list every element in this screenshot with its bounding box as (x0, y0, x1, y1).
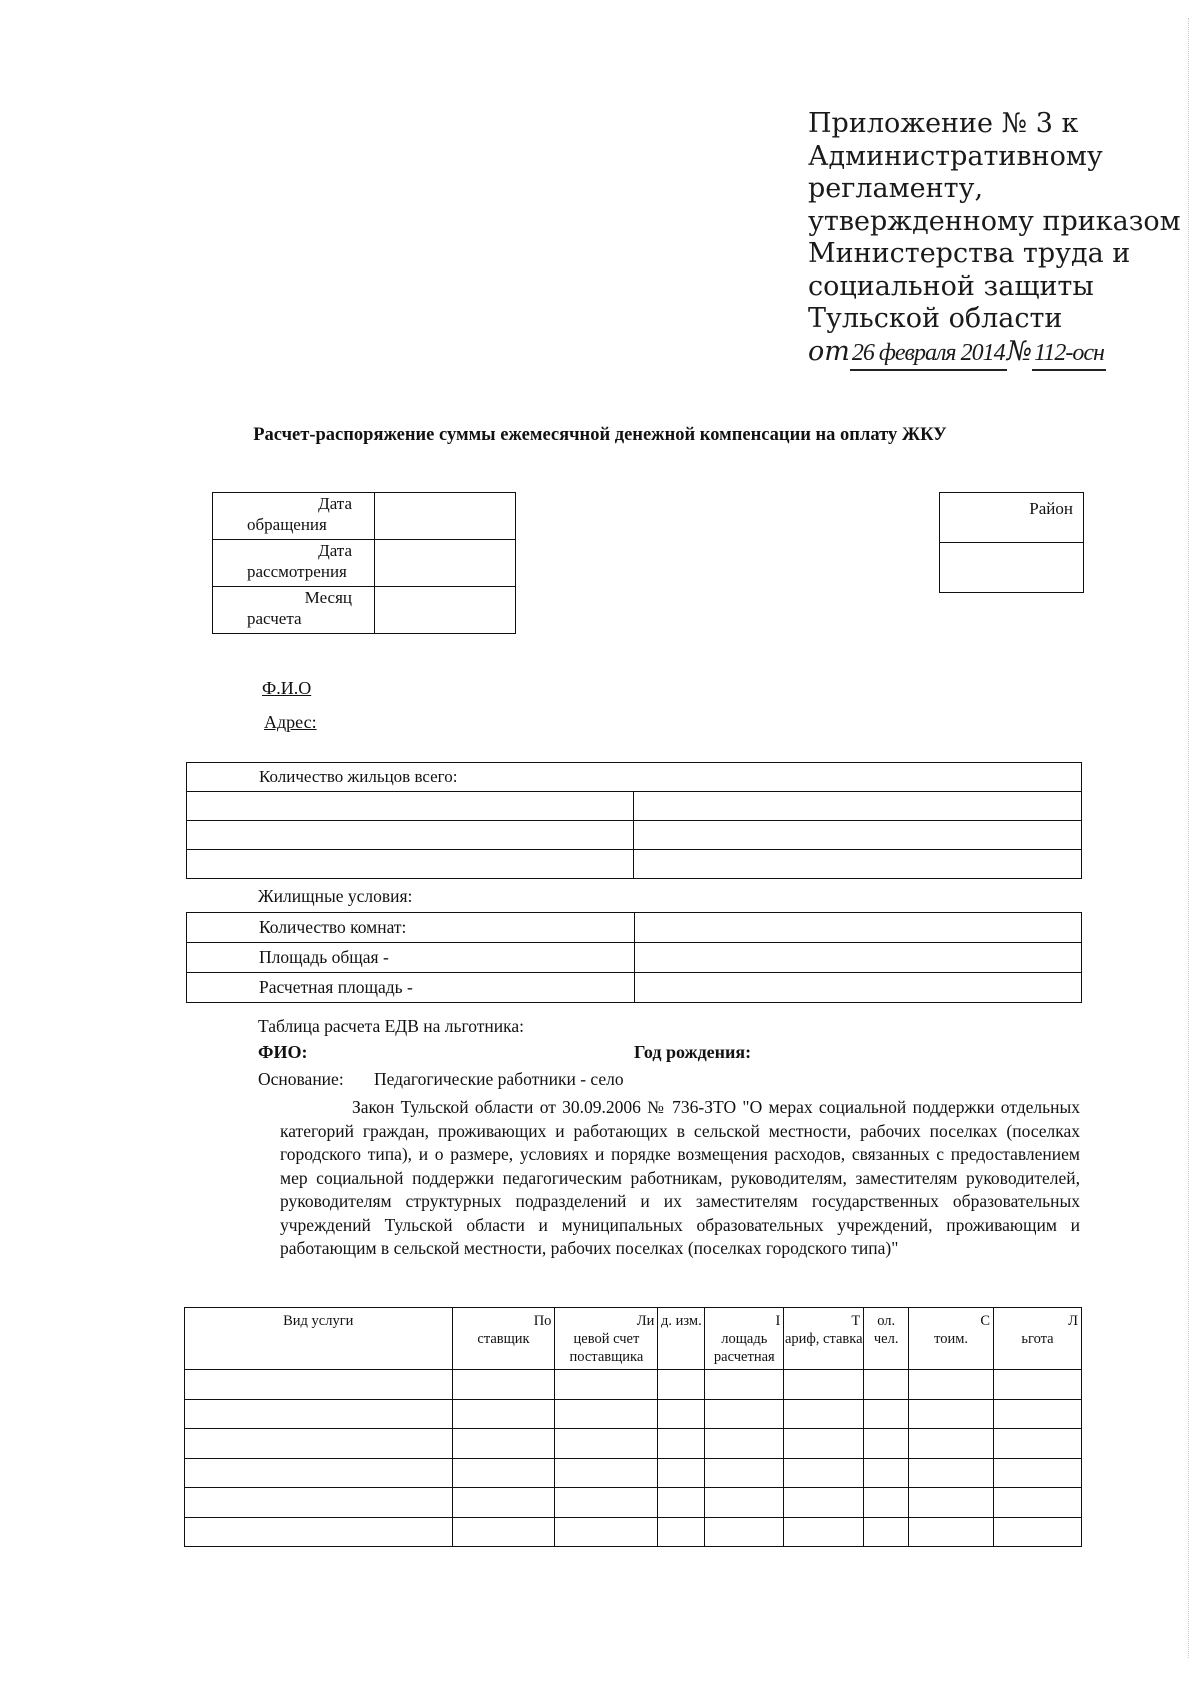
services-cell[interactable] (658, 1488, 705, 1518)
services-cell[interactable] (909, 1488, 994, 1518)
services-cell[interactable] (994, 1458, 1082, 1488)
services-cell[interactable] (864, 1517, 909, 1547)
services-cell[interactable] (658, 1517, 705, 1547)
services-cell[interactable] (185, 1370, 453, 1400)
col-header-account: Ли цевой счет поставщика (555, 1308, 658, 1370)
district-value-cell[interactable] (940, 543, 1084, 593)
date-value-cell[interactable] (375, 540, 516, 587)
services-row (185, 1458, 1082, 1488)
services-cell[interactable] (864, 1488, 909, 1518)
services-cell[interactable] (185, 1399, 453, 1429)
residents-cell[interactable] (634, 792, 1082, 821)
date-value-cell[interactable] (375, 587, 516, 634)
date-label: Дата (318, 541, 352, 560)
services-row (185, 1370, 1082, 1400)
services-cell[interactable] (555, 1370, 658, 1400)
services-cell[interactable] (555, 1458, 658, 1488)
services-cell[interactable] (705, 1429, 784, 1459)
services-cell[interactable] (994, 1370, 1082, 1400)
housing-value-cell[interactable] (635, 943, 1082, 973)
services-cell[interactable] (784, 1399, 864, 1429)
services-header-row (185, 1308, 1082, 1370)
services-cell[interactable] (185, 1488, 453, 1518)
basis-value: Педагогические работники - село (374, 1069, 624, 1089)
law-text: Закон Тульской области от 30.09.2006 № 736-ЗТО "О мерах социальной поддержки отдельных категорий граждан, проживающих и работающих в сельской местности, рабочих поселках (поселках городского типа), и о размере, условиях и порядке возмещения расходов, связанных с предоставлением мер социальной поддержки педагогическим работникам, руководителям, заместителям руководителей, руководителям структурных подразделений и их заместителям государственных образовательных учреждений Тульской области и муниципальных образовательных учреждений, проживающим и работающим в сельской местности, рабочих поселках (поселках городского типа)" (280, 1097, 1080, 1258)
services-cell[interactable] (909, 1370, 994, 1400)
date-label: расчета (247, 609, 302, 628)
birth-year-label: Год рождения: (634, 1042, 752, 1062)
page-edge-line (1188, 18, 1190, 1658)
services-cell[interactable] (864, 1370, 909, 1400)
date-label: Месяц (304, 588, 352, 607)
date-label: Дата (318, 494, 352, 513)
handwritten-number: 112-осн (1032, 337, 1106, 372)
services-cell[interactable] (185, 1429, 453, 1459)
law-reference-text (280, 1096, 1080, 1261)
dates-row (213, 540, 516, 587)
residents-cell[interactable] (187, 850, 634, 879)
address-label: Адрес: (264, 712, 317, 732)
dates-row (213, 587, 516, 634)
services-cell[interactable] (555, 1429, 658, 1459)
services-cell[interactable] (555, 1399, 658, 1429)
services-cell[interactable] (705, 1488, 784, 1518)
col-header-area: I лощадь расчетная (705, 1308, 784, 1370)
appendix-line: Приложение № 3 к (808, 108, 1079, 139)
services-cell[interactable] (705, 1370, 784, 1400)
housing-row-label: Площадь общая - (187, 943, 635, 973)
date-value-cell[interactable] (375, 493, 516, 540)
services-cell[interactable] (658, 1370, 705, 1400)
services-cell[interactable] (909, 1399, 994, 1429)
fio-label: Ф.И.О (262, 678, 312, 698)
services-cell[interactable] (705, 1399, 784, 1429)
col-header-unit: д. изм. (658, 1308, 705, 1370)
document-title: Расчет-распоряжение суммы ежемесячной денежной компенсации на оплату ЖКУ (253, 425, 947, 445)
services-cell[interactable] (555, 1517, 658, 1547)
services-cell[interactable] (994, 1517, 1082, 1547)
services-row (185, 1429, 1082, 1459)
date-label: обращения (247, 515, 327, 534)
services-cell[interactable] (909, 1429, 994, 1459)
date-label-cell (213, 493, 375, 540)
services-table (184, 1307, 1082, 1547)
services-cell[interactable] (185, 1517, 453, 1547)
residents-count-label: Количество жильцов всего: (187, 763, 1082, 792)
services-cell[interactable] (909, 1517, 994, 1547)
handwritten-date: 26 февраля 2014 (850, 337, 1007, 372)
signature-line (808, 336, 1188, 372)
services-row (185, 1517, 1082, 1547)
services-row (185, 1488, 1082, 1518)
services-cell[interactable] (864, 1399, 909, 1429)
col-header-persons: ол. чел. (864, 1308, 909, 1370)
date-label: рассмотрения (247, 562, 347, 581)
district-table (939, 492, 1084, 593)
appendix-line: социальной защиты (808, 270, 1094, 302)
services-cell[interactable] (452, 1429, 555, 1459)
appendix-line: утвержденному приказом (808, 205, 1181, 237)
col-header-supplier: По ставщик (452, 1308, 555, 1370)
services-cell[interactable] (784, 1458, 864, 1488)
services-cell[interactable] (864, 1429, 909, 1459)
services-cell[interactable] (555, 1488, 658, 1518)
services-cell[interactable] (658, 1429, 705, 1459)
district-label: Район (940, 493, 1084, 543)
sign-number-label: № (1006, 335, 1033, 367)
housing-row-label: Расчетная площадь - (187, 973, 635, 1003)
services-cell[interactable] (784, 1370, 864, 1400)
housing-value-cell[interactable] (635, 973, 1082, 1003)
appendix-line: Тульской области (808, 303, 1063, 334)
services-cell[interactable] (994, 1488, 1082, 1518)
housing-heading: Жилищные условия: (258, 886, 413, 906)
residents-cell[interactable] (187, 792, 634, 821)
residents-cell[interactable] (187, 821, 634, 850)
services-cell[interactable] (994, 1429, 1082, 1459)
col-header-benefit: Л ьгота (994, 1308, 1082, 1370)
appendix-line: регламенту, (808, 173, 984, 204)
dates-row (213, 493, 516, 540)
sign-prefix: от (808, 335, 850, 367)
services-cell[interactable] (909, 1458, 994, 1488)
appendix-note (808, 108, 1188, 371)
residents-cell[interactable] (634, 821, 1082, 850)
edv-table-caption: Таблица расчета ЕДВ на льготника: (258, 1016, 525, 1036)
housing-row-label: Количество комнат: (187, 913, 635, 943)
housing-value-cell[interactable] (635, 913, 1082, 943)
services-cell[interactable] (705, 1517, 784, 1547)
appendix-line: Министерства труда и (808, 238, 1131, 269)
col-header-tariff: Т ариф, ставка (784, 1308, 864, 1370)
services-cell[interactable] (784, 1517, 864, 1547)
appendix-line: Административному (808, 140, 1103, 172)
services-cell[interactable] (705, 1458, 784, 1488)
services-cell[interactable] (864, 1458, 909, 1488)
services-cell[interactable] (452, 1399, 555, 1429)
services-cell[interactable] (784, 1429, 864, 1459)
services-row (185, 1399, 1082, 1429)
date-label-cell (213, 587, 375, 634)
col-header-cost: С тоим. (909, 1308, 994, 1370)
basis-label: Основание: (258, 1069, 344, 1089)
services-cell[interactable] (452, 1517, 555, 1547)
services-cell[interactable] (994, 1399, 1082, 1429)
dates-table (212, 492, 516, 634)
date-label-cell (213, 540, 375, 587)
services-cell[interactable] (185, 1458, 453, 1488)
fio-bold-label: ФИО: (258, 1042, 308, 1062)
housing-table (186, 912, 1082, 1003)
residents-table (186, 762, 1082, 879)
residents-cell[interactable] (634, 850, 1082, 879)
services-cell[interactable] (784, 1488, 864, 1518)
services-cell[interactable] (658, 1399, 705, 1429)
services-cell[interactable] (452, 1370, 555, 1400)
services-cell[interactable] (658, 1458, 705, 1488)
services-cell[interactable] (452, 1458, 555, 1488)
services-cell[interactable] (452, 1488, 555, 1518)
col-header-service-type: Вид услуги (185, 1308, 453, 1370)
